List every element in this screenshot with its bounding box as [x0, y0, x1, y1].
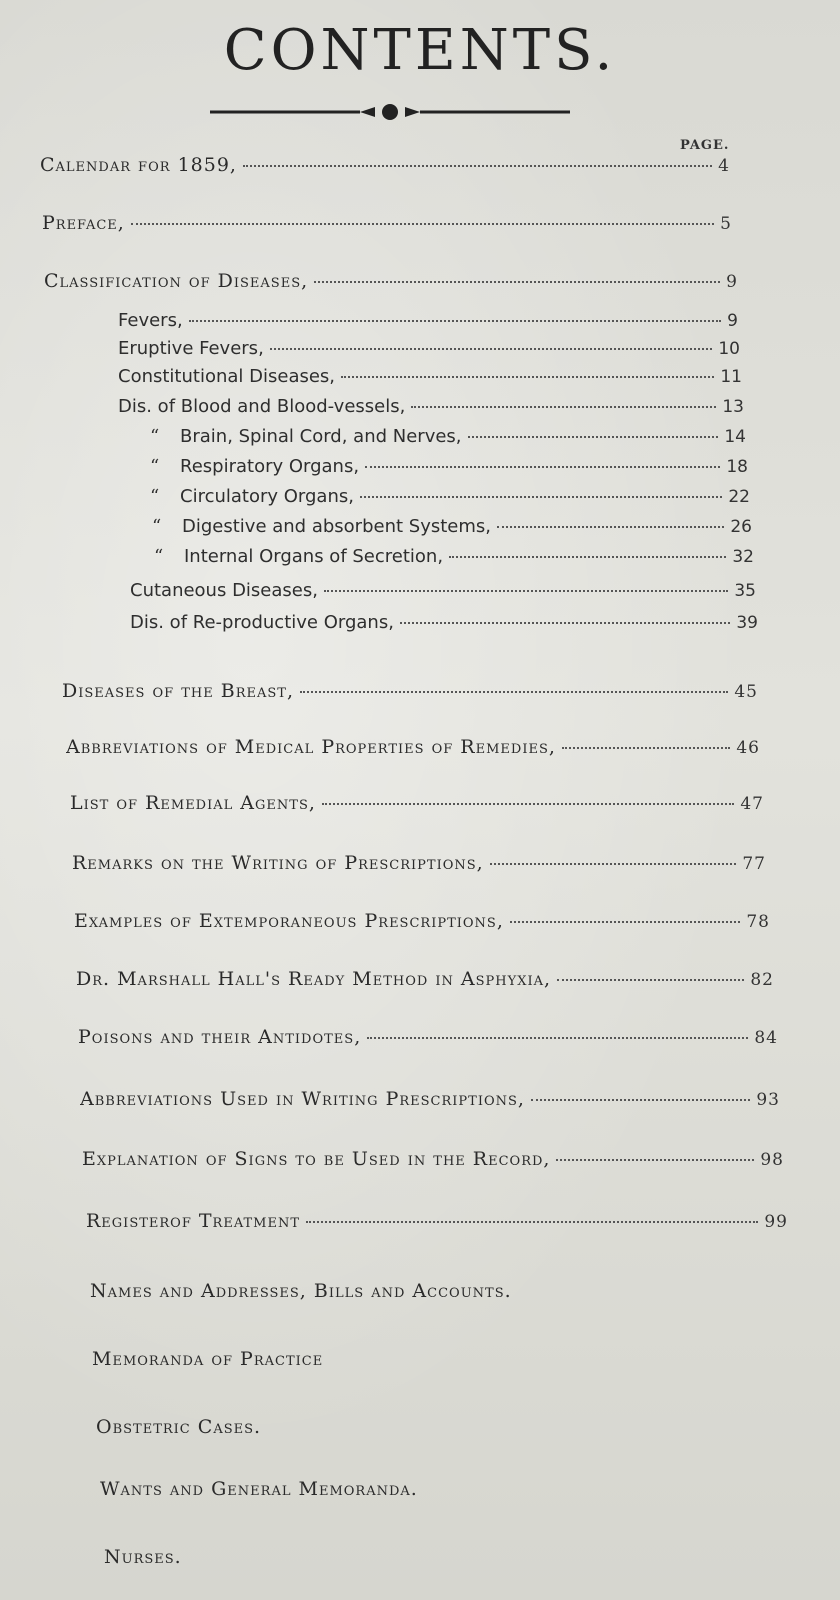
dot-leader: [556, 1159, 754, 1161]
entry-label: Digestive and absorbent Systems,: [182, 516, 491, 537]
toc-section-unnumbered: Nurses.: [104, 1546, 182, 1568]
entry-page: 99: [764, 1212, 788, 1232]
entry-page: 35: [734, 581, 756, 601]
dot-leader: [562, 747, 730, 749]
toc-entry: [70, 792, 764, 814]
entry-label: Examples of Extemporaneous Prescriptions,: [74, 910, 504, 932]
entry-page: 9: [727, 311, 738, 331]
dot-leader: [365, 466, 720, 468]
dot-leader: [400, 622, 730, 624]
dot-leader: [324, 590, 728, 592]
dot-leader: [314, 281, 720, 283]
entry-label: Internal Organs of Secretion,: [184, 546, 444, 567]
toc-entry: [82, 1148, 784, 1170]
dot-leader: [300, 691, 728, 693]
entry-label: Preface,: [42, 212, 125, 234]
toc-subentry: [118, 310, 738, 331]
entry-page: 78: [746, 912, 770, 932]
toc-entry: [40, 154, 730, 176]
entry-page: 32: [732, 547, 754, 567]
ditto-mark: “: [150, 486, 160, 507]
entry-label: Calendar for 1859,: [40, 154, 237, 176]
entry-label: Respiratory Organs,: [180, 456, 360, 477]
entry-label: List of Remedial Agents,: [70, 792, 316, 814]
dot-leader: [270, 348, 713, 350]
dot-leader: [510, 921, 740, 923]
dot-leader: [243, 165, 712, 167]
dot-leader: [306, 1221, 758, 1223]
toc-section-unnumbered: Obstetric Cases.: [96, 1416, 262, 1438]
entry-page: 5: [720, 214, 732, 234]
toc-subentry: [118, 338, 740, 359]
toc-entry: [76, 968, 774, 990]
entry-label: Explanation of Signs to be Used in the Record,: [82, 1148, 551, 1170]
dot-leader: [341, 376, 714, 378]
toc-subentry: [150, 486, 750, 507]
entry-label: Abbreviations Used in Writing Prescriptions,: [80, 1088, 525, 1110]
entry-page: 11: [720, 367, 742, 387]
page-column-header: PAGE.: [680, 138, 730, 153]
toc-entry: [86, 1210, 788, 1232]
toc-entry: [72, 852, 766, 874]
entry-label: Constitutional Diseases,: [118, 366, 336, 387]
toc-entry: [74, 910, 770, 932]
dot-leader: [411, 406, 716, 408]
dot-leader: [449, 556, 726, 558]
toc-subentry: [130, 580, 756, 601]
toc-section-unnumbered: Names and Addresses, Bills and Accounts.: [90, 1280, 512, 1302]
ditto-mark: “: [150, 426, 160, 447]
entry-label: Poisons and their Antidotes,: [78, 1026, 362, 1048]
entry-label: Circulatory Organs,: [180, 486, 354, 507]
dot-leader: [531, 1099, 750, 1101]
ornament-rule: [210, 100, 570, 130]
entry-label: Registerof Treatment: [86, 1210, 301, 1232]
dot-leader: [189, 320, 722, 322]
toc-entry: [62, 680, 758, 702]
entry-page: 14: [724, 427, 746, 447]
entry-page: 98: [760, 1150, 784, 1170]
entry-label: Diseases of the Breast,: [62, 680, 294, 702]
toc-subentry: [152, 516, 752, 537]
entry-page: 18: [726, 457, 748, 477]
entry-label: Abbreviations of Medical Properties of Remedies,: [66, 736, 556, 758]
entry-page: 47: [740, 794, 764, 814]
entry-page: 22: [728, 487, 750, 507]
entry-page: 13: [722, 397, 744, 417]
entry-label: Remarks on the Writing of Prescriptions,: [72, 852, 484, 874]
dot-leader: [468, 436, 719, 438]
toc-entry: [66, 736, 760, 758]
toc-section-unnumbered: Memoranda of Practice: [92, 1348, 324, 1370]
entry-page: 9: [726, 272, 738, 292]
toc-subentry: [130, 612, 758, 633]
entry-page: 4: [718, 156, 730, 176]
entry-page: 84: [754, 1028, 778, 1048]
dot-leader: [367, 1037, 748, 1039]
toc-subentry: [118, 396, 744, 417]
dot-leader: [490, 863, 737, 865]
entry-label: Classification of Diseases,: [44, 270, 309, 292]
toc-subentry: [150, 456, 748, 477]
entry-page: 82: [750, 970, 774, 990]
dot-leader: [557, 979, 744, 981]
entry-page: 93: [756, 1090, 780, 1110]
dot-leader: [360, 496, 722, 498]
toc-entry: [42, 212, 732, 234]
toc-subentry: [154, 546, 754, 567]
entry-page: 77: [742, 854, 766, 874]
dot-leader: [322, 803, 734, 805]
ditto-mark: “: [152, 516, 162, 537]
ditto-mark: “: [150, 456, 160, 477]
toc-entry: [78, 1026, 778, 1048]
entry-label: Fevers,: [118, 310, 183, 331]
toc-subentry: [150, 426, 746, 447]
toc-subentry: [118, 366, 742, 387]
dot-leader: [497, 526, 724, 528]
toc-entry: [80, 1088, 780, 1110]
entry-page: 39: [736, 613, 758, 633]
entry-label: Cutaneous Diseases,: [130, 580, 318, 601]
ditto-mark: “: [154, 546, 164, 567]
toc-section-unnumbered: Wants and General Memoranda.: [100, 1478, 418, 1500]
entry-label: Brain, Spinal Cord, and Nerves,: [180, 426, 462, 447]
page-title: CONTENTS.: [223, 18, 617, 83]
entry-page: 10: [718, 339, 740, 359]
entry-label: Dis. of Blood and Blood-vessels,: [118, 396, 406, 417]
entry-label: Dr. Marshall Hall's Ready Method in Asphyxia,: [76, 968, 552, 990]
dot-leader: [131, 223, 714, 225]
entry-label: Eruptive Fevers,: [118, 338, 264, 359]
toc-entry: [44, 270, 738, 292]
entry-page: 45: [734, 682, 758, 702]
entry-page: 46: [736, 738, 760, 758]
entry-label: Dis. of Re-productive Organs,: [130, 612, 394, 633]
entry-page: 26: [730, 517, 752, 537]
